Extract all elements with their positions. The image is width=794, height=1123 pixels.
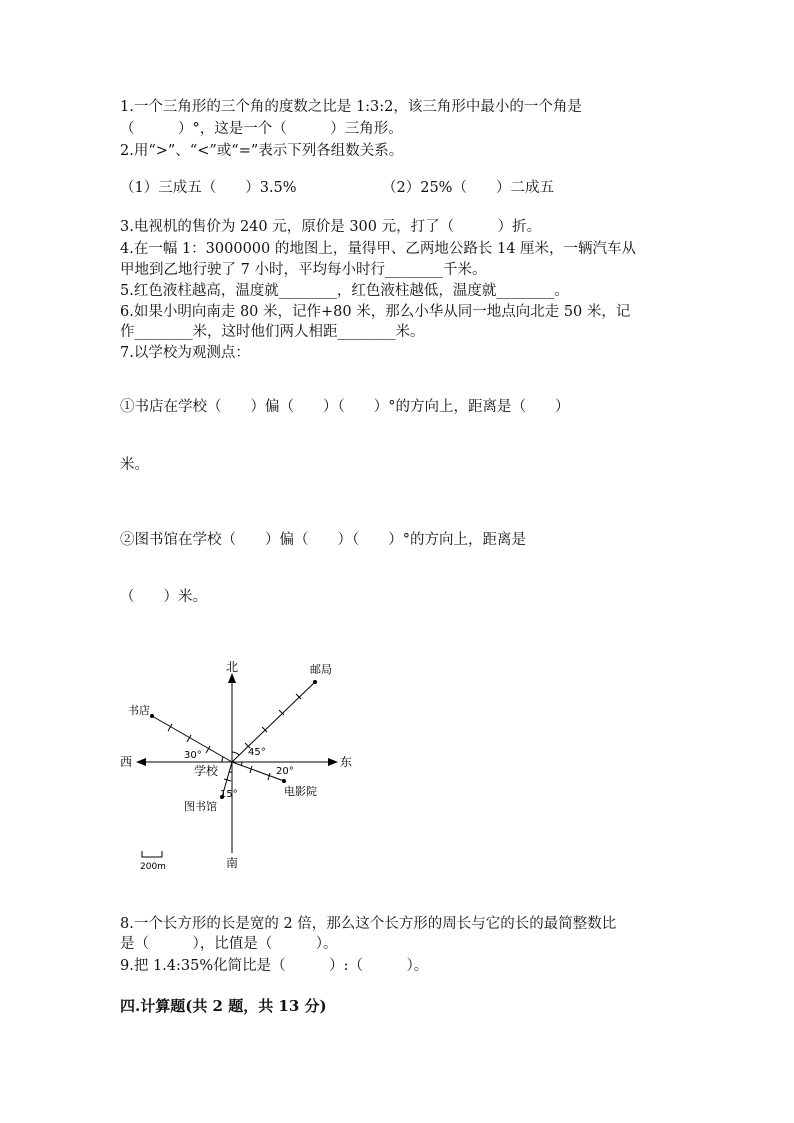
scale-bar	[142, 851, 162, 857]
north-arrow-icon	[228, 673, 236, 683]
scale-label: 200m	[140, 862, 166, 872]
question-5: 5.红色液柱越高，温度就________，红色液柱越低，温度就________。	[120, 283, 569, 299]
question-3: 3.电视机的售价为 240 元，原价是 300 元，打了（ ）折。	[120, 219, 542, 235]
angle-cinema-label: 20°	[276, 766, 294, 777]
question-2-part-1: （1）三成五（ ）3.5%	[120, 180, 297, 196]
section-heading: 四.计算题(共 2 题，共 13 分)	[120, 997, 327, 1015]
arc-bookstore	[222, 757, 223, 762]
bookstore-point	[150, 714, 154, 718]
post-office-point	[313, 680, 317, 684]
school-label: 学校	[194, 764, 219, 778]
question-2-line-1: 2.用“>”、“<”或“=”表示下列各组数关系。	[120, 143, 404, 159]
east-arrow-icon	[328, 758, 338, 766]
north-label: 北	[226, 660, 239, 674]
bookstore-label: 书店	[128, 704, 150, 717]
question-7-part-1-line-2: 米。	[120, 457, 149, 473]
question-7-part-2-line-2: （ ）米。	[120, 589, 207, 605]
question-4-line-2: 甲地到乙地行驶了 7 小时，平均每小时行________千米。	[120, 262, 487, 278]
question-1-line-2: （ ）°，这是一个（ ）三角形。	[120, 121, 403, 137]
post-office-label: 邮局	[310, 663, 332, 676]
question-6-line-1: 6.如果小明向南走 80 米，记作+80 米，那么小华从同一地点向北走 50 米，记	[120, 304, 631, 320]
angle-bookstore-label: 30°	[184, 750, 202, 761]
question-8-line-2: 是（ ），比值是（ ）。	[120, 936, 338, 952]
cinema-label: 电影院	[284, 785, 317, 798]
angle-post-office-label: 45°	[248, 747, 266, 758]
arc-post-office	[232, 752, 239, 755]
question-1-line-1: 1.一个三角形的三个角的度数之比是 1:3:2，该三角形中最小的一个角是	[120, 99, 582, 115]
cinema-point	[282, 779, 286, 783]
question-7-line-1: 7.以学校为观测点：	[120, 345, 250, 361]
west-label: 西	[120, 755, 133, 769]
ray-post-office	[232, 682, 315, 762]
angle-library-label: 15°	[220, 789, 238, 800]
direction-diagram	[110, 655, 370, 875]
question-7-part-2-line-1: ②图书馆在学校（ ）偏（ ）（ ）°的方向上，距离是	[120, 532, 526, 548]
question-2-part-2: （2）25%（ ）二成五	[382, 180, 554, 196]
question-7-part-1-line-1: ①书店在学校（ ）偏（ ）（ ）°的方向上，距离是（ ）	[120, 399, 570, 415]
question-6-line-2: 作________米，这时他们两人相距________米。	[120, 324, 425, 340]
question-4-line-1: 4.在一幅 1：3000000 的地图上，量得甲、乙两地公路长 14 厘米，一辆汽车从	[120, 241, 637, 257]
east-label: 东	[340, 755, 353, 769]
question-9: 9.把 1.4:35%化简比是（ ）:（ ）。	[120, 958, 429, 974]
south-label: 南	[226, 856, 239, 870]
library-label: 图书馆	[184, 800, 217, 813]
west-arrow-icon	[136, 758, 146, 766]
question-8-line-1: 8.一个长方形的长是宽的 2 倍，那么这个长方形的周长与它的长的最简整数比	[120, 916, 617, 932]
